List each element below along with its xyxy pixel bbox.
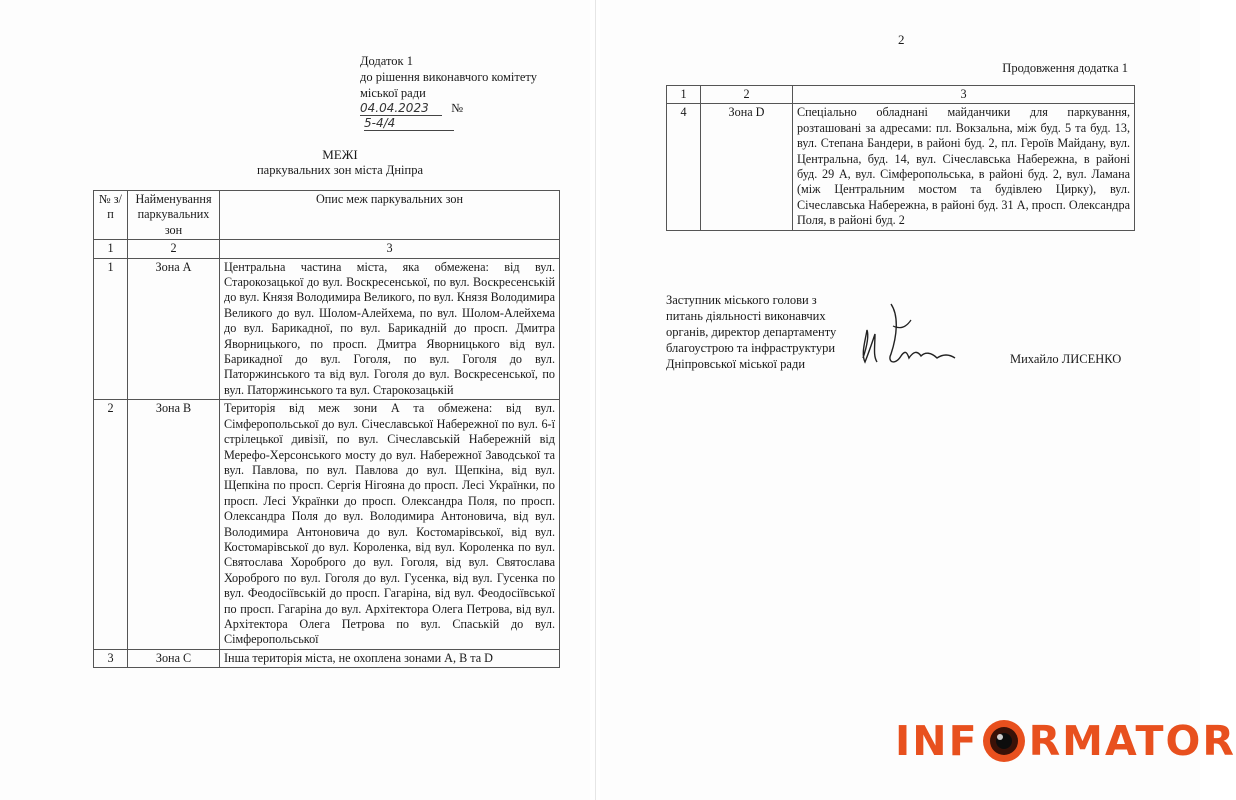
zone-description: Територія від меж зони А та обмежена: від вул. Сімферопольської до вул. Січеславської Набережної по вул. 6-ї стрілецької дивізії, по вул. Січеславській Набережній від Мерефо-Херсонського мосту до вул. Набережної Заводської та вул. Павлова, по вул. Павлова до вул. Щепкіна, від вул. Щепкіна по просп. Сергія Нігояна до просп. Лесі Українки, по просп. Лесі Українки до просп. Олександра Поля, по просп. Олександра Поля до вул. Володимира Антоновича, від вул. Володимира Антоновича до вул. Костомарівської, від вул. Костомарівської до вул. Короленка, від вул. Короленка по вул. Святослава Хороброго до вул. Гоголя, від вул. Святослава Хороброго по вул. Гоголя до вул. Гусенка, від вул. Гусенка по вул. Феодосіївській до просп. Гагаріна, від вул. Феодосіївської по просп. Гагаріна до вул. Архітектора Олега Петрова, від вул. Архітектора Олега Петрова по вул. Спаській до вул. Сімферопольської (220, 400, 560, 650)
parking-zones-table (93, 190, 560, 668)
signatory-line: питань діяльності виконавчих (666, 309, 826, 323)
signatory-line: благоустрою та інфраструктури (666, 341, 836, 355)
decision-reference (360, 101, 550, 131)
logo-text-part2: RMATOR (1028, 717, 1236, 765)
table-row (667, 104, 1135, 230)
table-index-row (667, 86, 1135, 104)
zone-description: Спеціально обладнані майданчики для паркування, розташовані за адресами: пл. Вокзальна, між буд. 5 та буд. 13, вул. Степана Бандери, в районі буд. 2, пл. Героїв Майдану, вул. Центральна, буд. 14, вул. Січеславська Набережна, в районі буд. 29 А, вул. Сімферопольська, в районі буд. 2, вул. Ламана (між Центральним мостом та будівлею Цирку), вул. Січеславська Набережна, в районі буд. 31 А, просп. Олександра Поля, в районі буд. 2 (793, 104, 1135, 230)
signatory-line: Дніпровської міської ради (666, 357, 806, 371)
annex-header (360, 53, 537, 101)
annex-line: міської ради (360, 86, 426, 100)
header-num: № з/п (94, 191, 128, 240)
table-header-row (94, 191, 560, 240)
page-number: 2 (898, 32, 905, 47)
decision-date: 04.04.2023 (360, 101, 442, 116)
header-zone-name: Найменування паркувальних зон (128, 191, 220, 240)
document-subtitle: паркувальних зон міста Дніпра (256, 163, 424, 177)
page-divider (595, 0, 596, 800)
index-cell: 1 (667, 86, 701, 104)
annex-title: Додаток 1 (360, 54, 413, 68)
index-cell: 1 (94, 240, 128, 258)
document-title: МЕЖІ (322, 147, 358, 162)
logo-text-part1: INF (895, 717, 979, 765)
annex-line: до рішення виконавчого комітету (360, 70, 537, 84)
table-row (94, 258, 560, 400)
continuation-label: Продовження додатка 1 (1002, 61, 1128, 75)
index-cell: 2 (701, 86, 793, 104)
zone-name: Зона D (701, 104, 793, 230)
signatory-position (666, 292, 866, 372)
zone-description: Інша територія міста, не охоплена зонами А, В та D (220, 649, 560, 667)
row-num: 4 (667, 104, 701, 230)
index-cell: 3 (220, 240, 560, 258)
table-row (94, 649, 560, 667)
zone-name: Зона В (128, 400, 220, 650)
row-num: 2 (94, 400, 128, 650)
parking-zones-table-continued (666, 85, 1135, 231)
decision-number: 5-4/4 (364, 116, 454, 131)
zone-name: Зона А (128, 258, 220, 400)
informator-logo (895, 713, 1236, 769)
table-index-row (94, 240, 560, 258)
eye-icon (981, 718, 1027, 764)
row-num: 1 (94, 258, 128, 400)
zone-name: Зона С (128, 649, 220, 667)
row-num: 3 (94, 649, 128, 667)
signatory-line: органів, директор департаменту (666, 325, 837, 339)
signatory-line: Заступник міського голови з (666, 293, 817, 307)
index-cell: 3 (793, 86, 1135, 104)
table-row (94, 400, 560, 650)
decision-number-label: № (451, 101, 464, 115)
handwritten-signature (855, 296, 965, 376)
header-description: Опис меж паркувальних зон (220, 191, 560, 240)
index-cell: 2 (128, 240, 220, 258)
signer-name: Михайло ЛИСЕНКО (1010, 352, 1122, 366)
zone-description: Центральна частина міста, яка обмежена: від вул. Старокозацької до вул. Воскресенської, по вул. Воскресенській до вул. Князя Володимира Великого, по вул. Князя Володимира Великого до вул. Шолом-Алейхема, по вул. Шолом-Алейхема до вул. Барикадної, по вул. Барикадній до просп. Дмитра Яворницького, по просп. Дмитра Яворницького від вул. Барикадної до вул. Гоголя, по вул. Гоголя до вул. Паторжинського та від вул. Гоголя до вул. Воскресенської, по вул. Паторжинського та вул. Старокозацькій (220, 258, 560, 400)
